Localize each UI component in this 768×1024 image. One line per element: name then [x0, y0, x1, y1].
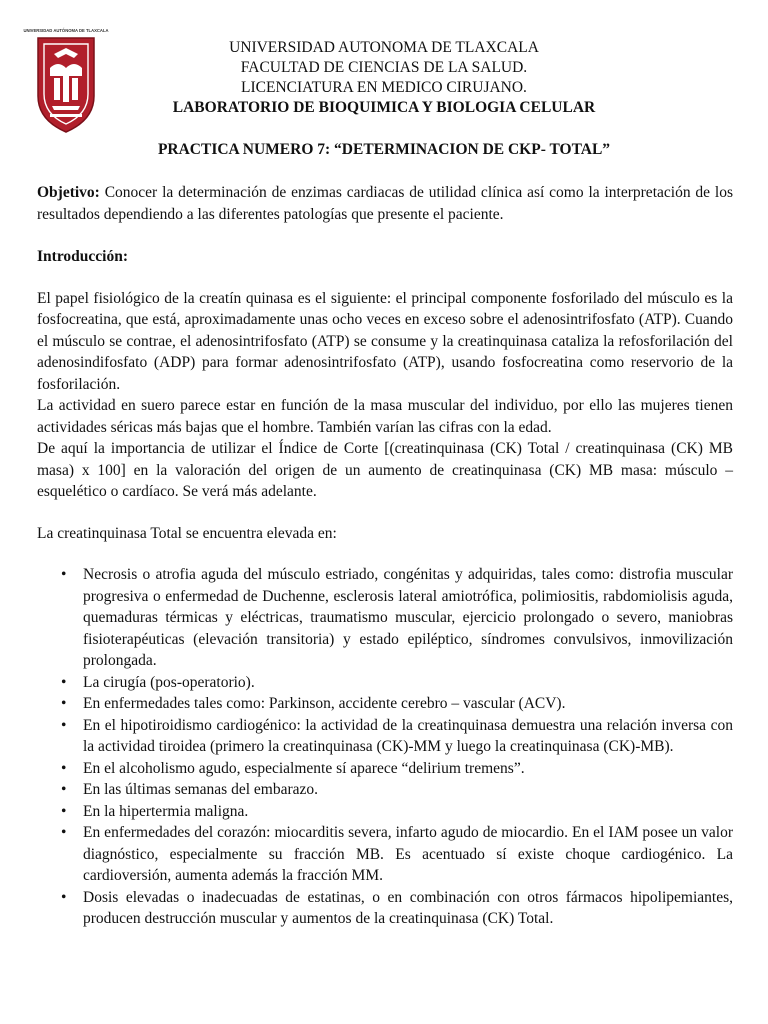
- document-body: [37, 182, 733, 930]
- list-item: • En el alcoholismo agudo, especialmente sí aparece “delirium tremens”.: [83, 758, 733, 780]
- university-seal-logo: [23, 24, 109, 136]
- objective-paragraph: [37, 182, 733, 225]
- document-header: [100, 38, 668, 118]
- introduction-heading: Introducción:: [37, 248, 129, 265]
- objective-label: Objetivo:: [37, 184, 100, 201]
- introduction-section: [37, 288, 733, 565]
- list-item: • En la hipertermia maligna.: [83, 801, 733, 823]
- list-item: • En enfermedades tales como: Parkinson, accidente cerebro – vascular (ACV).: [83, 693, 733, 715]
- intro-paragraph-3: De aquí la importancia de utilizar el Índice de Corte [(creatinquinasa (CK) Total / creatinquinasa (CK) MB masa) x 100] en la valoración del origen de un aumento de creatinquinasa (CK) MB masa: músculo – esquelético o cardíaco. Se verá más adelante.: [37, 440, 733, 500]
- list-item: • En las últimas semanas del embarazo.: [83, 779, 733, 801]
- list-item: • Dosis elevadas o inadecuadas de estatinas, o en combinación con otros fármacos hipolipemiantes, producen destrucción muscular y aumentos de la creatinquinasa (CK) Total.: [83, 887, 733, 930]
- laboratory-name: LABORATORIO DE BIOQUIMICA Y BIOLOGIA CELULAR: [172, 99, 596, 116]
- objective-text: Conocer la determinación de enzimas cardiacas de utilidad clínica así como la interpretación de los resultados dependiendo a las diferentes patologías que presente el paciente.: [37, 184, 733, 223]
- degree-name: LICENCIATURA EN MEDICO CIRUJANO.: [241, 79, 527, 96]
- list-item: • Necrosis o atrofia aguda del músculo estriado, congénitas y adquiridas, tales como: distrofia muscular progresiva o enfermedad de Duchenne, esclerosis lateral amiotrófica, polimiositis, rabdomiolisis aguda, quemaduras térmicas y eléctricas, traumatismo muscular, ejercicio prolongado o severo, maniobras fisioterapéuticas (elevación transitoria) y estado epiléptico, síndromes convulsivos, inmovilización prolongada.: [83, 564, 733, 672]
- list-item: • En enfermedades del corazón: miocarditis severa, infarto agudo de miocardio. En el IAM posee un valor diagnóstico, especialmente su fracción MB. Es acentuado sí existe choque cardiogénico. La cardioversión, aumenta además la fracción MM.: [83, 822, 733, 887]
- intro-paragraph-4: La creatinquinasa Total se encuentra elevada en:: [37, 524, 337, 542]
- university-name: UNIVERSIDAD AUTONOMA DE TLAXCALA: [229, 39, 539, 56]
- intro-paragraph-1: El papel fisiológico de la creatín quinasa es el siguiente: el principal componente fosforilado del músculo es la fosfocreatina, que está, aproximadamente unas ocho veces en exceso sobre el adenosintrifosfato (ATP). Cuando el músculo se contrae, el adenosintrifosfato (ATP) se consume y la creatinquinasa cataliza la refosforilación del adenosindifosfato (ADP) para formar adenosintrifosfato (ATP), usando fosfocreatina como reservorio de la fosforilación.: [37, 289, 733, 393]
- list-item: • En el hipotiroidismo cardiogénico: la actividad de la creatinquinasa demuestra una relación inversa con la actividad tiroidea (primero la creatinquinasa (CK)-MM y luego la creatinquinasa (CK)-MB).: [83, 715, 733, 758]
- practice-title: PRACTICA NUMERO 7: “DETERMINACION DE CKP- TOTAL”: [157, 141, 611, 158]
- logo-caption: UNIVERSIDAD AUTÓNOMA DE TLAXCALA: [23, 28, 109, 33]
- faculty-name: FACULTAD DE CIENCIAS DE LA SALUD.: [240, 59, 528, 76]
- list-item: • La cirugía (pos-operatorio).: [83, 672, 733, 694]
- intro-paragraph-2: La actividad en suero parece estar en función de la masa muscular del individuo, por ello las mujeres tienen actividades séricas más bajas que el hombre. También varían las cifras con la edad.: [37, 397, 733, 436]
- elevation-causes-list: [37, 564, 733, 930]
